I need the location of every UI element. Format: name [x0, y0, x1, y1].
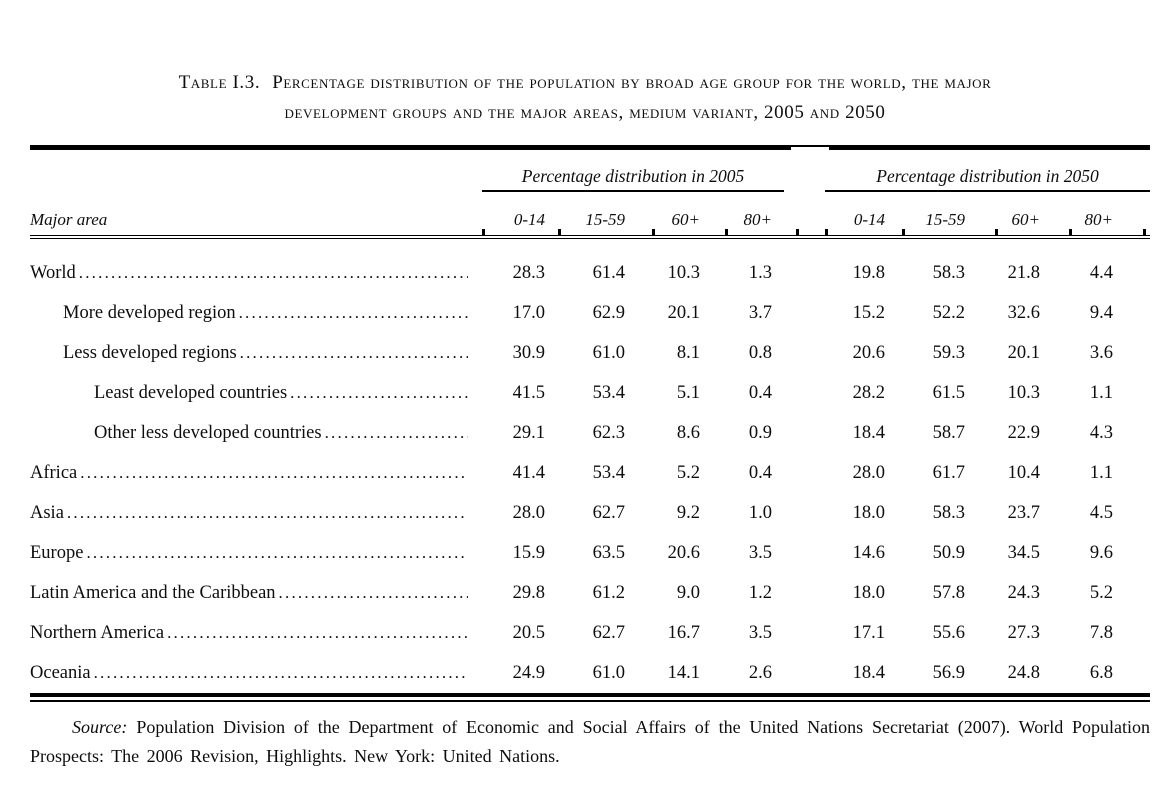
table-cell: 28.3 — [512, 262, 545, 283]
table-cell: 18.0 — [852, 582, 886, 603]
dot-leader — [325, 423, 468, 444]
column-gap — [784, 533, 825, 573]
column-gap — [784, 493, 825, 533]
dot-leader — [80, 463, 468, 484]
table-cell: 53.4 — [592, 382, 625, 403]
table-cell: 17.1 — [852, 622, 886, 643]
row-label-text: Latin America and the Caribbean — [30, 582, 276, 603]
table-cell: 5.1 — [676, 382, 700, 403]
table-cell: 0.9 — [748, 422, 773, 443]
table-cell: 58.3 — [932, 502, 966, 523]
table-cell: 18.0 — [852, 502, 886, 523]
table-cell: 62.7 — [592, 622, 625, 643]
group-header-2005: Percentage distribution in 2005 — [482, 150, 784, 191]
table-row — [30, 493, 1150, 533]
table-cell: 22.9 — [1007, 422, 1041, 443]
row-label-text: More developed region — [63, 302, 236, 323]
column-gap — [784, 573, 825, 613]
table-cell: 58.7 — [932, 422, 966, 443]
table-cell: 20.5 — [512, 622, 545, 643]
source-text: Population Division of the Department of Economic and Social Affairs of the United Nations Secretariat (2007). World Population Prospects: The 2006 Revision, Highlights. New York: United Nations. — [30, 717, 1150, 766]
table-cell: 8.1 — [676, 342, 700, 363]
dot-leader — [240, 343, 468, 364]
table-row — [30, 533, 1150, 573]
table-cell: 9.6 — [1089, 542, 1114, 563]
row-header-major-area: Major area — [30, 191, 482, 237]
table-title-line-1 — [25, 68, 1145, 98]
table-cell: 21.8 — [1007, 262, 1041, 283]
table-cell: 19.8 — [852, 262, 886, 283]
table-cell: 8.6 — [676, 422, 700, 443]
col-header-2005-80plus: 80+ — [712, 191, 784, 237]
row-label — [30, 573, 482, 613]
col-header-2005-0-14: 0-14 — [482, 191, 558, 237]
table-cell: 0.8 — [748, 342, 773, 363]
row-label-text: Less developed regions — [63, 342, 237, 363]
row-label-text: Least developed countries — [94, 382, 288, 403]
table-row — [30, 373, 1150, 413]
table-cell: 52.2 — [932, 302, 966, 323]
dot-leader — [167, 623, 468, 644]
column-gap — [784, 237, 825, 293]
table-cell: 17.0 — [512, 302, 545, 323]
table-cell: 9.4 — [1089, 302, 1114, 323]
table-bottom-rule — [30, 693, 1150, 702]
table-row — [30, 293, 1150, 333]
table-cell: 61.2 — [592, 582, 625, 603]
table-cell: 56.9 — [932, 662, 966, 683]
table-row — [30, 413, 1150, 453]
row-label-text: Oceania — [30, 662, 91, 683]
col-header-2005-15-59: 15-59 — [558, 191, 637, 237]
table-cell: 14.6 — [852, 542, 886, 563]
group-header-row — [30, 150, 1150, 191]
table-cell: 24.3 — [1007, 582, 1041, 603]
table-row — [30, 653, 1150, 693]
source-label: Source: — [72, 717, 128, 737]
table-cell: 29.1 — [512, 422, 545, 443]
table-body — [30, 237, 1150, 693]
table-cell: 62.9 — [592, 302, 625, 323]
table-cell: 57.8 — [932, 582, 966, 603]
table-cell: 1.1 — [1089, 462, 1114, 483]
table-cell: 5.2 — [1089, 582, 1114, 603]
table-cell: 61.7 — [932, 462, 966, 483]
table-cell: 32.6 — [1007, 302, 1041, 323]
top-rule-notch — [791, 147, 829, 151]
row-label — [30, 493, 482, 533]
table-cell: 62.3 — [592, 422, 625, 443]
table-cell: 24.8 — [1007, 662, 1041, 683]
table-cell: 10.4 — [1007, 462, 1041, 483]
table-cell: 20.1 — [1007, 342, 1041, 363]
table-cell: 41.4 — [512, 462, 545, 483]
group-gap — [784, 150, 825, 191]
row-label — [30, 373, 482, 413]
table-cell: 61.5 — [932, 382, 966, 403]
table-cell: 1.0 — [748, 502, 773, 523]
column-gap — [784, 373, 825, 413]
table-top-rule — [30, 145, 1150, 150]
column-gap — [784, 413, 825, 453]
table-cell: 34.5 — [1007, 542, 1041, 563]
column-gap — [784, 293, 825, 333]
col-header-2050-15-59: 15-59 — [897, 191, 977, 237]
table-title-line-2: development groups and the major areas, medium variant, 2005 and 2050 — [284, 102, 886, 123]
table-number: Table I.3. — [178, 72, 261, 93]
table-cell: 6.8 — [1089, 662, 1114, 683]
row-label — [30, 453, 482, 493]
row-label-text: Asia — [30, 502, 64, 523]
row-label-text: Africa — [30, 462, 78, 483]
table-cell: 2.6 — [748, 662, 773, 683]
table-row — [30, 333, 1150, 373]
table-cell: 62.7 — [592, 502, 625, 523]
table-cell: 0.4 — [748, 382, 773, 403]
table-cell: 18.4 — [852, 662, 886, 683]
table-cell: 50.9 — [932, 542, 966, 563]
table-cell: 1.1 — [1089, 382, 1114, 403]
table-row — [30, 237, 1150, 293]
dot-leader — [79, 263, 468, 284]
table-cell: 3.6 — [1089, 342, 1114, 363]
table-cell: 4.5 — [1089, 502, 1114, 523]
row-label — [30, 293, 482, 333]
group-header-2050: Percentage distribution in 2050 — [825, 150, 1150, 191]
table-row — [30, 613, 1150, 653]
dot-leader — [94, 663, 468, 684]
table-cell: 9.0 — [676, 582, 700, 603]
table-cell: 10.3 — [1007, 382, 1041, 403]
column-gap — [784, 333, 825, 373]
table-cell: 27.3 — [1007, 622, 1041, 643]
row-label-text: Other less developed countries — [94, 422, 322, 443]
population-data-table — [30, 150, 1150, 693]
table-cell: 3.5 — [748, 622, 773, 643]
table-cell: 1.2 — [748, 582, 773, 603]
table-cell: 4.4 — [1089, 262, 1114, 283]
table-cell: 55.6 — [932, 622, 966, 643]
column-gap — [784, 613, 825, 653]
population-table — [30, 145, 1150, 702]
table-cell: 9.2 — [676, 502, 700, 523]
col-header-2050-0-14: 0-14 — [825, 191, 897, 237]
row-label — [30, 533, 482, 573]
table-cell: 20.6 — [852, 342, 886, 363]
table-cell: 29.8 — [512, 582, 545, 603]
column-header-row — [30, 191, 1150, 237]
table-cell: 4.3 — [1089, 422, 1114, 443]
table-cell: 61.0 — [592, 342, 625, 363]
dot-leader — [239, 303, 468, 324]
dot-leader — [279, 583, 468, 604]
dot-leader — [86, 543, 468, 564]
table-cell: 59.3 — [932, 342, 966, 363]
table-title — [25, 68, 1145, 128]
table-cell: 28.0 — [512, 502, 545, 523]
column-gap — [784, 453, 825, 493]
row-label — [30, 333, 482, 373]
row-label-text: Northern America — [30, 622, 165, 643]
table-cell: 1.3 — [748, 262, 773, 283]
column-gap — [784, 191, 825, 237]
table-cell: 28.0 — [852, 462, 886, 483]
table-cell: 15.9 — [512, 542, 545, 563]
table-cell: 3.7 — [748, 302, 773, 323]
group-header-spacer — [30, 150, 482, 191]
dot-leader — [67, 503, 468, 524]
table-cell: 20.6 — [667, 542, 700, 563]
row-label-text: Europe — [30, 542, 84, 563]
col-header-2005-60plus: 60+ — [637, 191, 712, 237]
row-label — [30, 653, 482, 693]
dot-leader — [290, 383, 468, 404]
table-cell: 16.7 — [667, 622, 700, 643]
table-cell: 7.8 — [1089, 622, 1114, 643]
table-cell: 61.4 — [592, 262, 625, 283]
table-cell: 20.1 — [667, 302, 700, 323]
table-row — [30, 573, 1150, 613]
col-header-2050-60plus: 60+ — [977, 191, 1052, 237]
table-cell: 58.3 — [932, 262, 966, 283]
row-label — [30, 237, 482, 293]
col-header-2050-80plus: 80+ — [1052, 191, 1150, 237]
table-row — [30, 453, 1150, 493]
table-cell: 28.2 — [852, 382, 886, 403]
table-cell: 10.3 — [667, 262, 700, 283]
table-cell: 61.0 — [592, 662, 625, 683]
table-cell: 24.9 — [512, 662, 545, 683]
row-label-text: World — [30, 262, 76, 283]
source-note — [30, 713, 1150, 771]
table-cell: 3.5 — [748, 542, 773, 563]
table-cell: 41.5 — [512, 382, 545, 403]
table-cell: 14.1 — [667, 662, 700, 683]
table-cell: 18.4 — [852, 422, 886, 443]
table-cell: 23.7 — [1007, 502, 1041, 523]
row-label — [30, 413, 482, 453]
column-gap — [784, 653, 825, 693]
row-label — [30, 613, 482, 653]
table-cell: 0.4 — [748, 462, 773, 483]
table-cell: 15.2 — [852, 302, 886, 323]
table-cell: 53.4 — [592, 462, 625, 483]
table-cell: 63.5 — [592, 542, 625, 563]
table-cell: 30.9 — [512, 342, 545, 363]
table-cell: 5.2 — [676, 462, 700, 483]
table-title-text: Percentage distribution of the population by broad age group for the world, the major — [272, 72, 992, 93]
